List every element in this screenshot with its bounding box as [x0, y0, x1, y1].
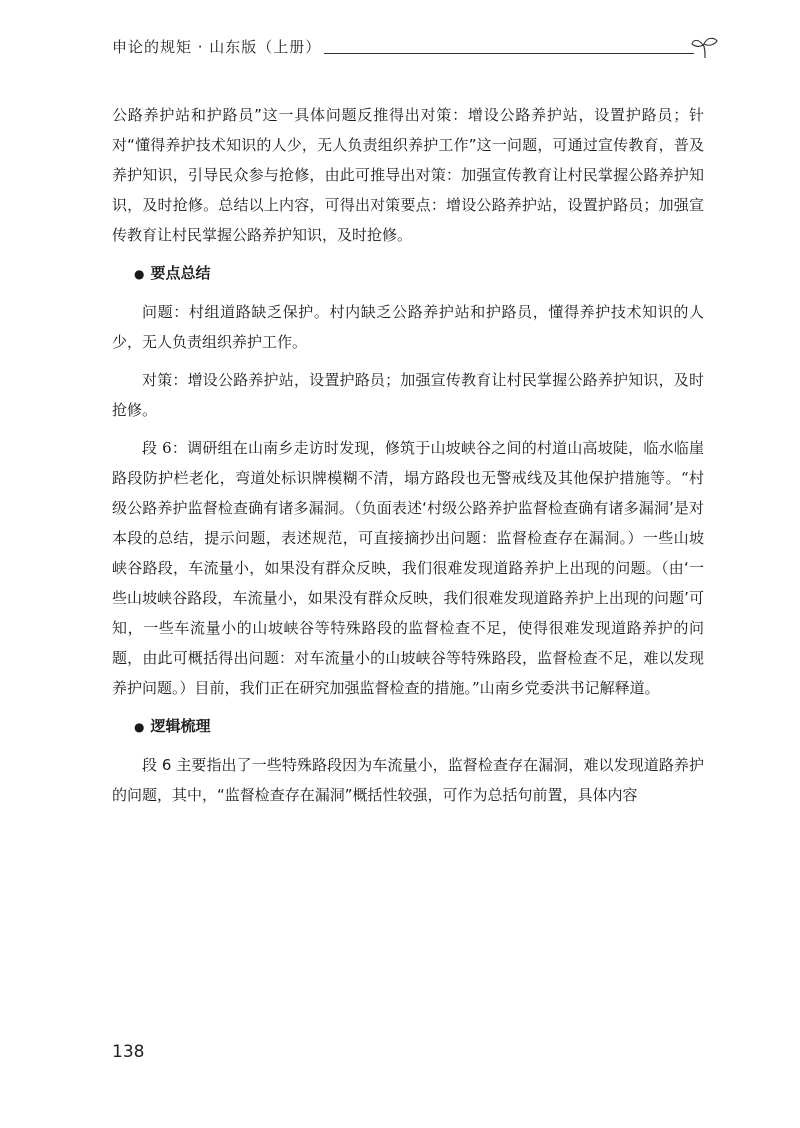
page-body: [112, 100, 704, 818]
annotation-text: （由‘一些山坡峡谷路段，车流量小，如果没有群众反映，我们很难发现道路养护上出现的问题’可知，一些车流量小的山坡峡谷等特殊路段的监督检查不足，使得很难发现道路养护的问题，由此可概括得出问题：对车流量小的山坡峡谷等特殊路段，监督检查不足，难以发现养护问题。）: [112, 559, 704, 697]
sprout-icon: [690, 36, 720, 60]
heading-text: 要点总结: [150, 264, 211, 282]
header-title: 申论的规矩 · 山东版（上册）: [112, 38, 322, 56]
paragraph-1: 公路养护站和护路员”这一具体问题反推得出对策：增设公路养护站，设置护路员；针对“懂得养护技术知识的人少，无人负责组织养护工作”这一问题，可通过宣传教育，普及养护知识，引导民众参与抢修，由此可推导出对策：加强宣传教育让村民掌握公路养护知识，及时抢修。总结以上内容，可得出对策要点：增设公路养护站，设置护路员；加强宣传教育让村民掌握公路养护知识，及时抢修。: [112, 106, 704, 244]
source-text: 目前，我们正在研究加强监督检查的措施。”山南乡党委洪书记解释道。: [194, 679, 660, 697]
heading-text: 逻辑梳理: [150, 717, 211, 735]
header-rule: [324, 53, 694, 54]
annotation-text: （负面表述‘村级公路养护监督检查确有诸多漏洞’是对本段的总结，提示问题，表述规范，可直接摘抄出问题：监督检查存在漏洞。）: [112, 499, 704, 547]
section-heading-logic: [134, 711, 704, 742]
source-text: 段 6：调研组在山南乡走访时发现，修筑于山坡峡谷之间的村道山高坡陡，临水临崖路段防护栏老化，弯道处标识牌模糊不清，塌方路段也无警戒线及其他保护措施等。“村级公路养护监督检查确有诸多漏洞。: [112, 439, 704, 517]
source-text: 一些山坡峡谷路段，车流量小，如果没有群众反映，我们很难发现道路养护上出现的问题。: [112, 529, 704, 577]
paragraph-logic: 段 6 主要指出了一些特殊路段因为车流量小，监督检查存在漏洞，难以发现道路养护的问题，其中，“监督检查存在漏洞”概括性较强，可作为总括句前置，具体内容: [112, 756, 704, 804]
paragraph-countermeasure: 对策：增设公路养护站，设置护路员；加强宣传教育让村民掌握公路养护知识，及时抢修。: [112, 371, 704, 419]
running-header: [112, 36, 712, 66]
bullet-icon: ●: [134, 267, 145, 281]
page-number: 138: [112, 1042, 145, 1062]
paragraph-problem: 问题：村组道路缺乏保护。村内缺乏公路养护站和护路员，懂得养护技术知识的人少，无人负责组织养护工作。: [112, 303, 704, 351]
bullet-icon: ●: [134, 720, 145, 734]
paragraph-section-6: [112, 433, 704, 703]
section-heading-summary: [134, 258, 704, 289]
